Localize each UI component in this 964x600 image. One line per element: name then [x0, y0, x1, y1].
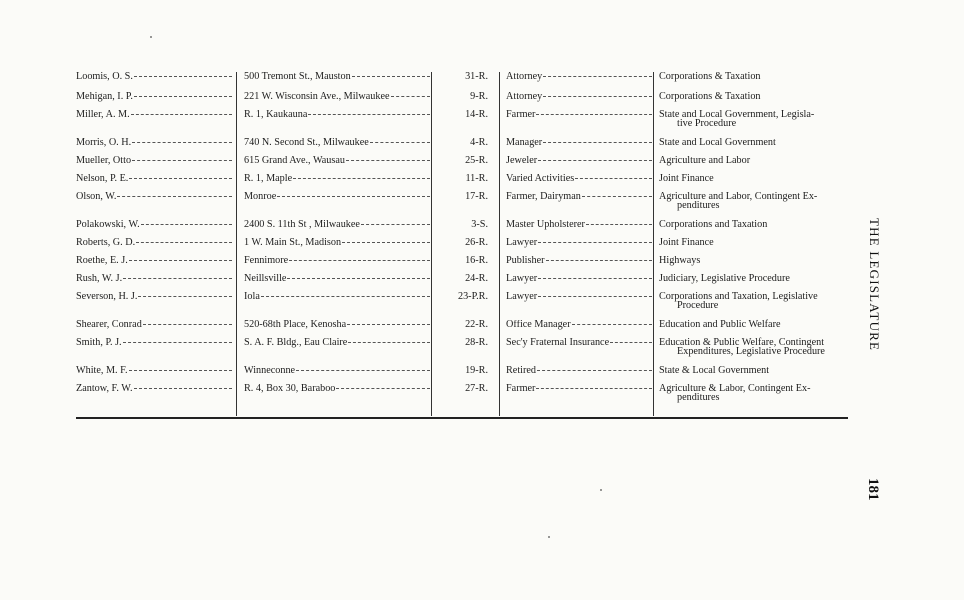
- dot-leader: [391, 96, 430, 97]
- member-address-cell: [244, 384, 430, 394]
- member-name: Loomis, O. S.: [76, 72, 133, 82]
- dot-leader: [582, 196, 652, 197]
- committee-line: Agriculture and Labor, Contingent Ex-: [659, 191, 818, 202]
- column-rule-district-occupation: [499, 72, 500, 416]
- member-occupation: Farmer: [506, 384, 536, 394]
- member-district: 25-R.: [465, 155, 488, 166]
- member-name: Mueller, Otto: [76, 156, 132, 166]
- member-address-cell: [244, 138, 430, 148]
- dot-leader: [293, 178, 430, 179]
- member-name-cell: [76, 384, 232, 394]
- member-name-cell: [76, 320, 232, 330]
- member-name: Nelson, P. E.: [76, 174, 129, 184]
- member-occupation: Master Upholsterer: [506, 220, 585, 230]
- member-district: 16-R.: [465, 255, 488, 266]
- member-district: 3-S.: [471, 219, 488, 230]
- dot-leader: [132, 160, 232, 161]
- member-address: Monroe: [244, 192, 277, 202]
- member-name-cell: [76, 138, 232, 148]
- dot-leader: [308, 114, 430, 115]
- member-occupation-cell: [506, 384, 652, 394]
- member-name: Roberts, G. D.: [76, 238, 136, 248]
- member-address: 520-68th Place, Kenosha: [244, 320, 347, 330]
- member-occupation-cell: [506, 274, 652, 284]
- dot-leader: [370, 142, 430, 143]
- member-address: Iola: [244, 292, 260, 302]
- dot-leader: [261, 296, 430, 297]
- member-occupation-cell: [506, 320, 652, 330]
- member-name-cell: [76, 366, 232, 376]
- member-name: White, M. F.: [76, 366, 128, 376]
- dot-leader: [572, 324, 652, 325]
- member-name: Smith, P. J.: [76, 338, 122, 348]
- member-address-cell: [244, 238, 430, 248]
- member-district: 17-R.: [465, 191, 488, 202]
- member-occupation-cell: [506, 338, 652, 348]
- dot-leader: [132, 142, 232, 143]
- member-district: 22-R.: [465, 319, 488, 330]
- dot-leader: [143, 324, 232, 325]
- member-committees: [659, 338, 849, 356]
- dot-leader: [537, 370, 652, 371]
- dot-leader: [586, 224, 652, 225]
- member-committees: [659, 366, 849, 375]
- member-district: 4-R.: [470, 137, 488, 148]
- committee-line: State & Local Government: [659, 365, 770, 376]
- dot-leader: [141, 224, 232, 225]
- dot-leader: [287, 278, 430, 279]
- committee-line: tive Procedure: [677, 118, 737, 129]
- committee-line: State and Local Government, Legisla-: [659, 109, 815, 120]
- member-address-cell: [244, 92, 430, 102]
- member-name-cell: [76, 174, 232, 184]
- member-address: Fennimore: [244, 256, 289, 266]
- column-rule-name-address: [236, 72, 237, 416]
- dot-leader: [134, 388, 232, 389]
- dot-leader: [348, 342, 430, 343]
- committee-line: Highways: [659, 255, 701, 266]
- member-address-cell: [244, 274, 430, 284]
- member-district: 11-R.: [465, 173, 488, 184]
- dot-leader: [610, 342, 652, 343]
- committee-line: Education & Public Welfare, Contingent: [659, 337, 825, 348]
- member-occupation: Lawyer: [506, 292, 538, 302]
- paper-speck: [150, 36, 152, 38]
- column-rule-address-district: [431, 72, 432, 416]
- member-occupation-cell: [506, 238, 652, 248]
- member-address-cell: [244, 220, 430, 230]
- member-address-cell: [244, 256, 430, 266]
- committee-line: Corporations & Taxation: [659, 91, 761, 102]
- member-address-cell: [244, 192, 430, 202]
- committee-line: State and Local Government: [659, 137, 776, 148]
- paper-speck: [600, 489, 602, 491]
- committee-line: Agriculture & Labor, Contingent Ex-: [659, 383, 811, 394]
- member-committees: [659, 274, 849, 283]
- member-occupation: Lawyer: [506, 274, 538, 284]
- member-district: 27-R.: [465, 383, 488, 394]
- dot-leader: [117, 196, 232, 197]
- member-name-cell: [76, 274, 232, 284]
- member-occupation-cell: [506, 138, 652, 148]
- member-occupation: Jeweler: [506, 156, 538, 166]
- member-committees: [659, 238, 849, 247]
- member-address-cell: [244, 320, 430, 330]
- member-occupation-cell: [506, 174, 652, 184]
- member-occupation: Office Manager: [506, 320, 571, 330]
- member-name-cell: [76, 238, 232, 248]
- member-name-cell: [76, 220, 232, 230]
- dot-leader: [543, 96, 652, 97]
- member-district: 9-R.: [470, 91, 488, 102]
- member-committees: [659, 256, 849, 265]
- dot-leader: [131, 114, 232, 115]
- member-committees: [659, 92, 849, 101]
- dot-leader: [296, 370, 430, 371]
- page-number: 181: [865, 478, 881, 501]
- member-occupation-cell: [506, 110, 652, 120]
- member-name: Shearer, Conrad: [76, 320, 142, 330]
- committee-line: Education and Public Welfare: [659, 319, 781, 330]
- member-address-cell: [244, 110, 430, 120]
- member-address-cell: [244, 338, 430, 348]
- dot-leader: [538, 160, 652, 161]
- member-occupation: Varied Activities: [506, 174, 575, 184]
- member-address-cell: [244, 156, 430, 166]
- member-name-cell: [76, 292, 232, 302]
- dot-leader: [134, 96, 232, 97]
- member-name-cell: [76, 72, 232, 82]
- member-district: 28-R.: [465, 337, 488, 348]
- member-address: 615 Grand Ave., Wausau: [244, 156, 345, 166]
- member-district: 26-R.: [465, 237, 488, 248]
- member-district: 19-R.: [465, 365, 488, 376]
- dot-leader: [546, 260, 653, 261]
- member-address: R. 1, Maple: [244, 174, 293, 184]
- dot-leader: [342, 242, 430, 243]
- member-occupation: Farmer, Dairyman: [506, 192, 581, 202]
- committee-line: Corporations & Taxation: [659, 71, 761, 82]
- member-address: 2400 S. 11th St , Milwaukee: [244, 220, 360, 230]
- member-name-cell: [76, 110, 232, 120]
- member-occupation-cell: [506, 220, 652, 230]
- dot-leader: [129, 178, 232, 179]
- dot-leader: [138, 296, 232, 297]
- committee-line: Corporations and Taxation, Legislative: [659, 291, 818, 302]
- member-address: Winneconne: [244, 366, 296, 376]
- member-address: R. 4, Box 30, Baraboo: [244, 384, 336, 394]
- committee-line: Judiciary, Legislative Procedure: [659, 273, 790, 284]
- member-address-cell: [244, 292, 430, 302]
- member-address: S. A. F. Bldg., Eau Claire: [244, 338, 348, 348]
- dot-leader: [129, 370, 232, 371]
- member-committees: [659, 110, 849, 128]
- member-occupation-cell: [506, 92, 652, 102]
- committee-line: Procedure: [677, 300, 719, 311]
- member-committees: [659, 174, 849, 183]
- member-occupation-cell: [506, 156, 652, 166]
- member-name: Rush, W. J.: [76, 274, 123, 284]
- member-name: Mehigan, I. P.: [76, 92, 133, 102]
- member-occupation-cell: [506, 292, 652, 302]
- member-name: Zantow, F. W.: [76, 384, 133, 394]
- dot-leader: [536, 114, 652, 115]
- member-name-cell: [76, 192, 232, 202]
- member-district: 14-R.: [465, 109, 488, 120]
- member-committees: [659, 320, 849, 329]
- member-name: Miller, A. M.: [76, 110, 130, 120]
- dot-leader: [277, 196, 430, 197]
- dot-leader: [129, 260, 232, 261]
- member-committees: [659, 292, 849, 310]
- member-occupation: Manager: [506, 138, 543, 148]
- member-occupation: Farmer: [506, 110, 536, 120]
- member-occupation: Lawyer: [506, 238, 538, 248]
- member-name: Morris, O. H.: [76, 138, 132, 148]
- member-district: 24-R.: [465, 273, 488, 284]
- committee-line: penditures: [677, 200, 720, 211]
- dot-leader: [361, 224, 430, 225]
- dot-leader: [136, 242, 232, 243]
- dot-leader: [543, 76, 652, 77]
- member-address-cell: [244, 72, 430, 82]
- committee-line: Joint Finance: [659, 237, 714, 248]
- committee-line: Joint Finance: [659, 173, 714, 184]
- committee-line: Agriculture and Labor: [659, 155, 751, 166]
- member-district: 23-P.R.: [457, 291, 488, 302]
- member-occupation-cell: [506, 72, 652, 82]
- member-committees: [659, 384, 849, 402]
- dot-leader: [123, 278, 232, 279]
- member-name: Olson, W.: [76, 192, 117, 202]
- running-head: THE LEGISLATURE: [867, 218, 882, 352]
- member-occupation-cell: [506, 366, 652, 376]
- member-committees: [659, 72, 849, 81]
- member-name-cell: [76, 92, 232, 102]
- dot-leader: [289, 260, 430, 261]
- committee-line: penditures: [677, 392, 720, 403]
- dot-leader: [352, 76, 430, 77]
- member-name: Polakowski, W.: [76, 220, 140, 230]
- member-occupation-cell: [506, 192, 652, 202]
- member-occupation-cell: [506, 256, 652, 266]
- member-address: R. 1, Kaukauna: [244, 110, 308, 120]
- dot-leader: [134, 76, 232, 77]
- dot-leader: [538, 242, 652, 243]
- member-committees: [659, 220, 849, 229]
- member-occupation: Sec'y Fraternal Insurance: [506, 338, 610, 348]
- member-name-cell: [76, 156, 232, 166]
- committee-line: Expenditures, Legislative Procedure: [677, 346, 825, 357]
- member-address-cell: [244, 174, 430, 184]
- member-name-cell: [76, 338, 232, 348]
- member-occupation: Attorney: [506, 92, 543, 102]
- member-occupation: Publisher: [506, 256, 545, 266]
- member-address: 500 Tremont St., Mauston: [244, 72, 351, 82]
- member-occupation: Attorney: [506, 72, 543, 82]
- member-committees: [659, 138, 849, 147]
- member-committees: [659, 192, 849, 210]
- column-rule-occupation-committees: [653, 72, 654, 416]
- member-committees: [659, 156, 849, 165]
- dot-leader: [346, 160, 430, 161]
- member-name-cell: [76, 256, 232, 266]
- table-bottom-rule: [76, 417, 848, 419]
- dot-leader: [575, 178, 652, 179]
- dot-leader: [347, 324, 430, 325]
- member-address-cell: [244, 366, 430, 376]
- committee-line: Corporations and Taxation: [659, 219, 768, 230]
- dot-leader: [543, 142, 652, 143]
- dot-leader: [123, 342, 232, 343]
- dot-leader: [336, 388, 430, 389]
- member-name: Severson, H. J.: [76, 292, 138, 302]
- member-district: 31-R.: [465, 71, 488, 82]
- member-address: Neillsville: [244, 274, 287, 284]
- paper-speck: [548, 536, 550, 538]
- member-occupation: Retired: [506, 366, 536, 376]
- dot-leader: [536, 388, 652, 389]
- member-address: 221 W. Wisconsin Ave., Milwaukee: [244, 92, 390, 102]
- member-name: Roethe, E. J.: [76, 256, 128, 266]
- member-address: 1 W. Main St., Madison: [244, 238, 342, 248]
- dot-leader: [538, 278, 652, 279]
- dot-leader: [538, 296, 652, 297]
- member-address: 740 N. Second St., Milwaukee: [244, 138, 369, 148]
